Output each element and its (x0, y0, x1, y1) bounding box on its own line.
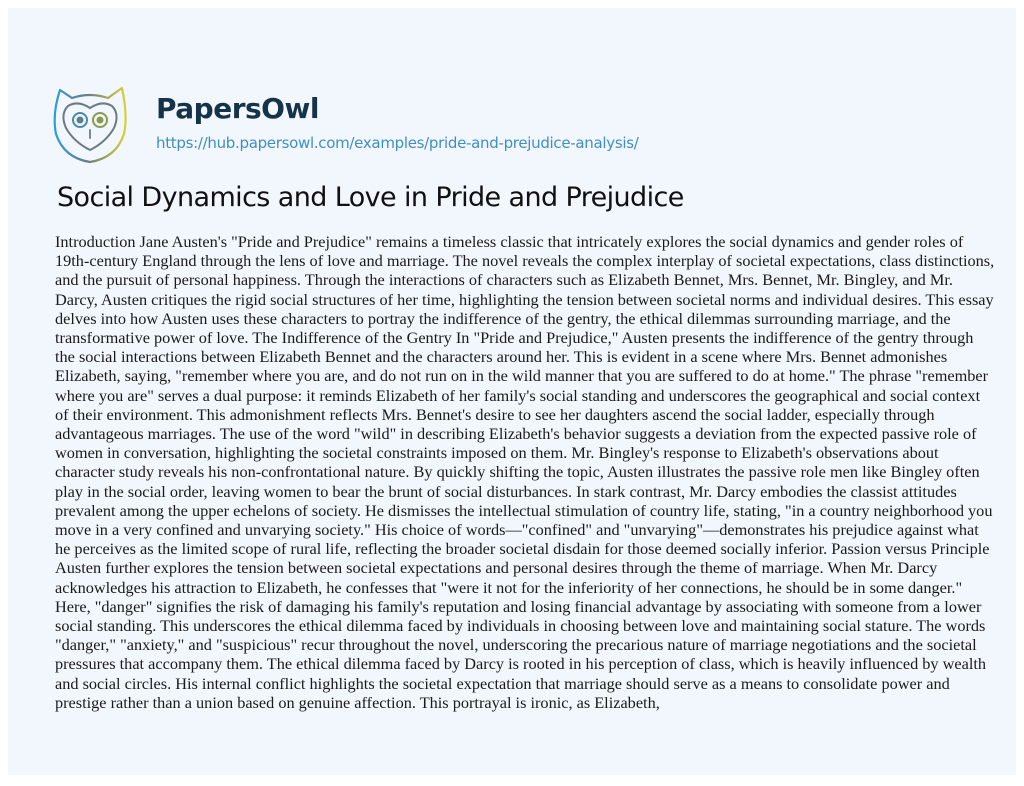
site-header (44, 72, 639, 172)
source-url-link[interactable]: https://hub.papersowl.com/examples/pride-and-prejudice-analysis/ (156, 134, 639, 152)
article-title: Social Dynamics and Love in Pride and Prejudice (57, 182, 684, 213)
brand-name[interactable]: PapersOwl (156, 92, 319, 125)
brand-block (156, 92, 639, 152)
article-body: Introduction Jane Austen's "Pride and Prejudice" remains a timeless classic that intricately explores the social dynamics and gender roles of 19th-century England through the lens of love and marriage. The novel reveals the complex interplay of societal expectations, class distinctions, and the pursuit of personal happiness. Through the interactions of characters such as Elizabeth Bennet, Mrs. Bennet, Mr. Bingley, and Mr. Darcy, Austen critiques the rigid social structures of her time, highlighting the tension between societal norms and individual desires. This essay delves into how Austen uses these characters to portray the indifference of the gentry, the ethical dilemmas surrounding marriage, and the transformative power of love. The Indifference of the Gentry In "Pride and Prejudice," Austen presents the indifference of the gentry through the social interactions between Elizabeth Bennet and the characters around her. This is evident in a scene where Mrs. Bennet admonishes Elizabeth, saying, "remember where you are, and do not run on in the wild manner that you are suffered to do at home." The phrase "remember where you are" serves a dual purpose: it reminds Elizabeth of her family's social standing and underscores the geographical and social context of their environment. This admonishment reflects Mrs. Bennet's desire to see her daughters ascend the social ladder, especially through advantageous marriages. The use of the word "wild" in describing Elizabeth's behavior suggests a deviation from the expected passive role of women in conversation, highlighting the societal constraints imposed on them. Mr. Bingley's response to Elizabeth's observations about character study reveals his non-confrontational nature. By quickly shifting the topic, Austen illustrates the passive role men like Bingley often play in the social order, leaving women to bear the brunt of social disturbances. In stark contrast, Mr. Darcy embodies the classist attitudes prevalent among the upper echelons of society. He dismisses the intellectual stimulation of country life, stating, "in a country neighborhood you move in a very confined and unvarying society." His choice of words—"confined" and "unvarying"—demonstrates his prejudice against what he perceives as the limited scope of rural life, reflecting the broader societal disdain for those deemed socially inferior. Passion versus Principle Austen further explores the tension between societal expectations and personal desires through the theme of marriage. When Mr. Darcy acknowledges his attraction to Elizabeth, he confesses that "were it not for the inferiority of her connections, he should be in some danger." Here, "danger" signifies the risk of damaging his family's reputation and losing financial advantage by associating with someone from a lower social standing. This underscores the ethical dilemma faced by individuals in choosing between love and maintaining social stature. The words "danger," "anxiety," and "suspicious" recur throughout the novel, underscoring the precarious nature of marriage negotiations and the societal pressures that accompany them. The ethical dilemma faced by Darcy is rooted in his perception of class, which is heavily influenced by wealth and social circles. His internal conflict highlights the societal expectation that marriage should serve as a means to consolidate power and prestige rather than a union based on genuine affection. This portrayal is ironic, as Elizabeth, (55, 232, 995, 712)
owl-icon (44, 76, 136, 168)
page-card (8, 8, 1016, 775)
